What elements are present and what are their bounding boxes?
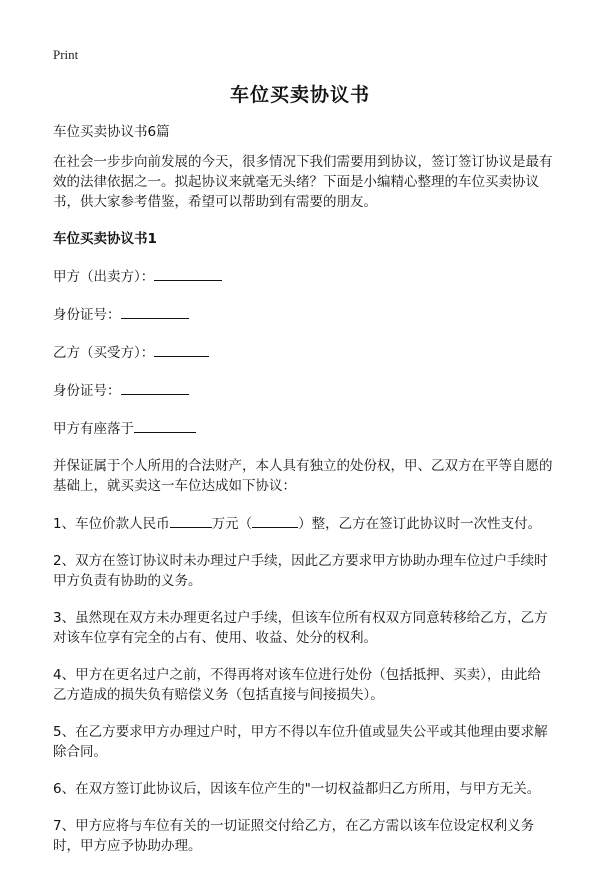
party-b-label: 乙方（买受方）：: [53, 345, 155, 361]
clause-6: 6、在双方签订此协议后，因该车位产生的"一切权益都归乙方所用，与甲方无关。: [53, 781, 541, 797]
price-uppercase-blank: [252, 513, 298, 528]
location-blank: [134, 418, 196, 433]
id-b-field: [53, 380, 553, 401]
document-body: [53, 152, 553, 873]
party-b-field: [53, 342, 553, 363]
location-label: 甲方有座落于: [53, 421, 134, 437]
document-subtitle: 车位买卖协议书6篇: [53, 124, 170, 140]
clause-5: 5、在乙方要求甲方办理过户时，甲方不得以车位升值或显失公平或其他理由要求解除合同。: [53, 724, 548, 760]
location-field: [53, 418, 553, 439]
document-title: 车位买卖协议书: [229, 84, 370, 106]
price-blank: [170, 513, 212, 528]
print-link[interactable]: Print: [53, 47, 79, 62]
party-b-blank: [154, 342, 209, 357]
party-a-field: [53, 266, 553, 287]
clause-1: [53, 513, 553, 534]
id-a-field: [53, 304, 553, 325]
intro-paragraph: 在社会一步步向前发展的今天，很多情况下我们需要用到协议，签订签订协议是最有效的法律依据之一。拟起协议来就毫无头绪？下面是小编精心整理的车位买卖协议书，供大家参考借鉴，希望可以帮助到有需要的朋友。: [53, 154, 553, 210]
statement-paragraph: 并保证属于个人所用的合法财产，本人具有独立的处份权，甲、乙双方在平等自愿的基础上，就买卖这一车位达成如下协议：: [53, 458, 553, 494]
clause-2: 2、双方在签订协议时未办理过户手续，因此乙方要求甲方协助办理车位过户手续时甲方负责有协助的义务。: [53, 553, 548, 589]
clause-1-suffix: ）整，乙方在签订此协议时一次性支付。: [298, 516, 542, 532]
id-a-label: 身份证号：: [53, 307, 121, 323]
id-b-blank: [121, 380, 189, 395]
clause-7: 7、甲方应将与车位有关的一切证照交付给乙方，在乙方需以该车位设定权利义务时，甲方应予协助办理。: [53, 818, 535, 854]
clause-4: 4、甲方在更名过户之前，不得再将对该车位进行处份（包括抵押、买卖），由此给乙方造成的损失负有赔偿义务（包括直接与间接损失）。: [53, 667, 541, 703]
party-a-label: 甲方（出卖方）：: [53, 269, 155, 285]
id-b-label: 身份证号：: [53, 383, 121, 399]
clause-3: 3、虽然现在双方未办理更名过户手续，但该车位所有权双方同意转移给乙方，乙方对该车位享有完全的占有、使用、收益、处分的权利。: [53, 610, 548, 646]
clause-1-prefix: 1、车位价款人民币: [53, 516, 170, 532]
id-a-blank: [121, 304, 189, 319]
section-heading: 车位买卖协议书1: [53, 231, 157, 247]
party-a-blank: [154, 266, 222, 281]
clause-1-unit: 万元（: [211, 516, 253, 532]
